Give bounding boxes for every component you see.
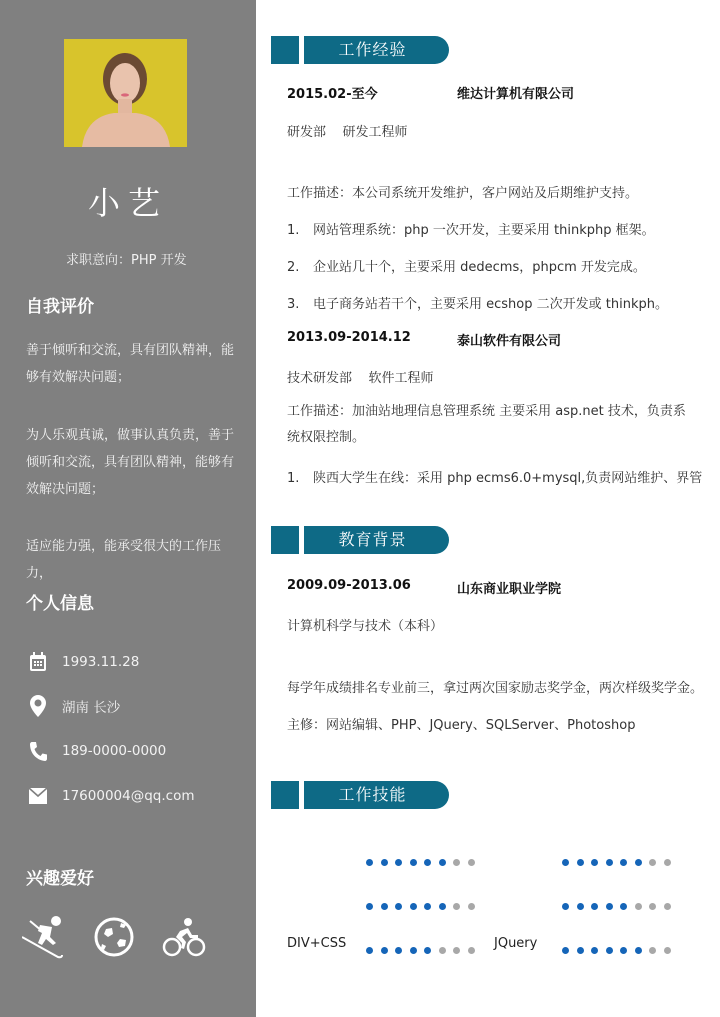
- rating-dot-filled: [395, 859, 402, 866]
- info-email: [28, 785, 194, 807]
- section-header-work: [271, 36, 451, 64]
- rating-dot-empty: [453, 947, 460, 954]
- section-title: 教育背景: [304, 526, 449, 554]
- job-header: [287, 330, 562, 349]
- rating-dot-empty: [649, 903, 656, 910]
- rating-dot-filled: [562, 903, 569, 910]
- rating-dot-empty: [468, 947, 475, 954]
- skill-rating-row: [562, 947, 671, 954]
- personal-info-heading: 个人信息: [26, 594, 94, 614]
- info-location: [28, 695, 120, 717]
- location-pin-icon: [28, 695, 48, 717]
- section-header-skills: [271, 781, 451, 809]
- soccer-ball-icon: [94, 917, 134, 957]
- email-value: 17600004@qq.com: [62, 788, 195, 804]
- rating-dot-empty: [664, 859, 671, 866]
- self-eval-paragraph: 善于倾听和交流，具有团队精神，能够有效解决问题；: [26, 343, 235, 385]
- rating-dot-filled: [366, 859, 373, 866]
- rating-dot-filled: [410, 859, 417, 866]
- rating-dot-filled: [591, 859, 598, 866]
- education-header: [287, 578, 562, 597]
- section-title: 工作经验: [304, 36, 449, 64]
- info-phone: [28, 740, 166, 762]
- rating-dot-filled: [381, 947, 388, 954]
- rating-dot-empty: [635, 903, 642, 910]
- rating-dot-empty: [453, 903, 460, 910]
- rating-dot-filled: [606, 903, 613, 910]
- job-header: [287, 83, 575, 102]
- rating-dot-filled: [620, 859, 627, 866]
- rating-dot-filled: [591, 947, 598, 954]
- birthdate-value: 1993.11.28: [62, 654, 140, 670]
- rating-dot-filled: [620, 903, 627, 910]
- rating-dot-filled: [577, 903, 584, 910]
- rating-dot-filled: [591, 903, 598, 910]
- self-eval-paragraph: 为人乐观真诚，做事认真负责，善于倾听和交流，具有团队精神，能够有效解决问题；: [26, 428, 235, 497]
- rating-dot-filled: [577, 859, 584, 866]
- self-eval-heading: 自我评价: [26, 297, 94, 317]
- rating-dot-empty: [468, 903, 475, 910]
- rating-dot-filled: [577, 947, 584, 954]
- job-intent: 求职意向：PHP 开发: [66, 253, 187, 268]
- section-header-education: [271, 526, 451, 554]
- rating-dot-filled: [395, 947, 402, 954]
- rating-dot-filled: [424, 903, 431, 910]
- job-item: 1. 陕西大学生在线：采用 php ecms6.0+mysql,负责网站维护、界管: [287, 471, 703, 486]
- education-honors: 每学年成绩排名专业前三，拿过两次国家励志奖学金，两次样级奖学金。: [287, 681, 704, 696]
- rating-dot-filled: [635, 859, 642, 866]
- job-role: 研发部 研发工程师: [287, 125, 408, 140]
- job-item: 1. 网站管理系统：php 一次开发，主要采用 thinkphp 框架。: [287, 223, 655, 238]
- job-item: 2. 企业站几十个，主要采用 dedecms，phpcm 开发完成。: [287, 260, 646, 275]
- location-value: 湖南 长沙: [62, 700, 121, 716]
- skill-rating-row: [562, 859, 671, 866]
- main-content: [256, 0, 720, 1017]
- candidate-name: 小艺: [87, 184, 168, 222]
- skill-rating-row: [366, 947, 475, 954]
- rating-dot-filled: [424, 947, 431, 954]
- rating-dot-empty: [649, 859, 656, 866]
- rating-dot-empty: [453, 859, 460, 866]
- rating-dot-empty: [664, 903, 671, 910]
- rating-dot-filled: [410, 947, 417, 954]
- phone-icon: [28, 740, 48, 762]
- skill-label: DIV+CSS: [287, 936, 347, 951]
- portrait-image: [64, 39, 187, 147]
- education-school: 山东商业职业学院: [457, 582, 562, 597]
- rating-dot-empty: [439, 947, 446, 954]
- rating-dot-filled: [562, 947, 569, 954]
- header-square: [271, 526, 299, 554]
- rating-dot-empty: [664, 947, 671, 954]
- sidebar: [0, 0, 256, 1017]
- rating-dot-filled: [395, 903, 402, 910]
- job-role: 技术研发部 软件工程师: [287, 371, 434, 386]
- job-description: 工作描述：加油站地理信息管理系统 主要采用 asp.net 技术，负责系统权限控制。: [287, 404, 686, 445]
- rating-dot-filled: [635, 947, 642, 954]
- job-period: 2015.02-至今: [287, 87, 378, 102]
- rating-dot-filled: [439, 903, 446, 910]
- rating-dot-filled: [366, 903, 373, 910]
- phone-value: 189-0000-0000: [62, 743, 167, 759]
- job-period: 2013.09-2014.12: [287, 330, 411, 345]
- rating-dot-filled: [606, 859, 613, 866]
- rating-dot-filled: [381, 903, 388, 910]
- header-square: [271, 781, 299, 809]
- rating-dot-filled: [606, 947, 613, 954]
- header-square: [271, 36, 299, 64]
- rating-dot-empty: [649, 947, 656, 954]
- hobbies-heading: 兴趣爱好: [26, 869, 94, 889]
- education-period: 2009.09-2013.06: [287, 578, 411, 593]
- job-description: 工作描述：本公司系统开发维护，客户网站及后期维护支持。: [287, 186, 639, 201]
- skill-rating-row: [366, 859, 475, 866]
- rating-dot-filled: [620, 947, 627, 954]
- job-item: 3. 电子商务站若干个，主要采用 ecshop 二次开发或 thinkph。: [287, 297, 668, 312]
- rating-dot-filled: [562, 859, 569, 866]
- skill-rating-row: [562, 903, 671, 910]
- skiing-icon: [22, 915, 66, 959]
- rating-dot-filled: [439, 859, 446, 866]
- calendar-icon: [28, 651, 48, 673]
- self-eval-paragraph: 适应能力强，能承受很大的工作压力，: [26, 539, 222, 581]
- mail-icon: [28, 785, 48, 807]
- rating-dot-filled: [424, 859, 431, 866]
- info-birthdate: [28, 651, 139, 673]
- cycling-icon: [162, 917, 206, 957]
- rating-dot-filled: [410, 903, 417, 910]
- rating-dot-filled: [366, 947, 373, 954]
- rating-dot-empty: [468, 859, 475, 866]
- education-major: 计算机科学与技术（本科）: [287, 619, 444, 634]
- job-company: 泰山软件有限公司: [457, 334, 562, 349]
- profile-photo: [64, 39, 187, 147]
- education-courses: 主修：网站编辑、PHP、JQuery、SQLServer、Photoshop: [287, 718, 636, 733]
- section-title: 工作技能: [304, 781, 449, 809]
- skill-label: JQuery: [494, 936, 538, 951]
- rating-dot-filled: [381, 859, 388, 866]
- job-company: 维达计算机有限公司: [457, 87, 575, 102]
- skill-rating-row: [366, 903, 475, 910]
- hobbies-list: [22, 915, 206, 959]
